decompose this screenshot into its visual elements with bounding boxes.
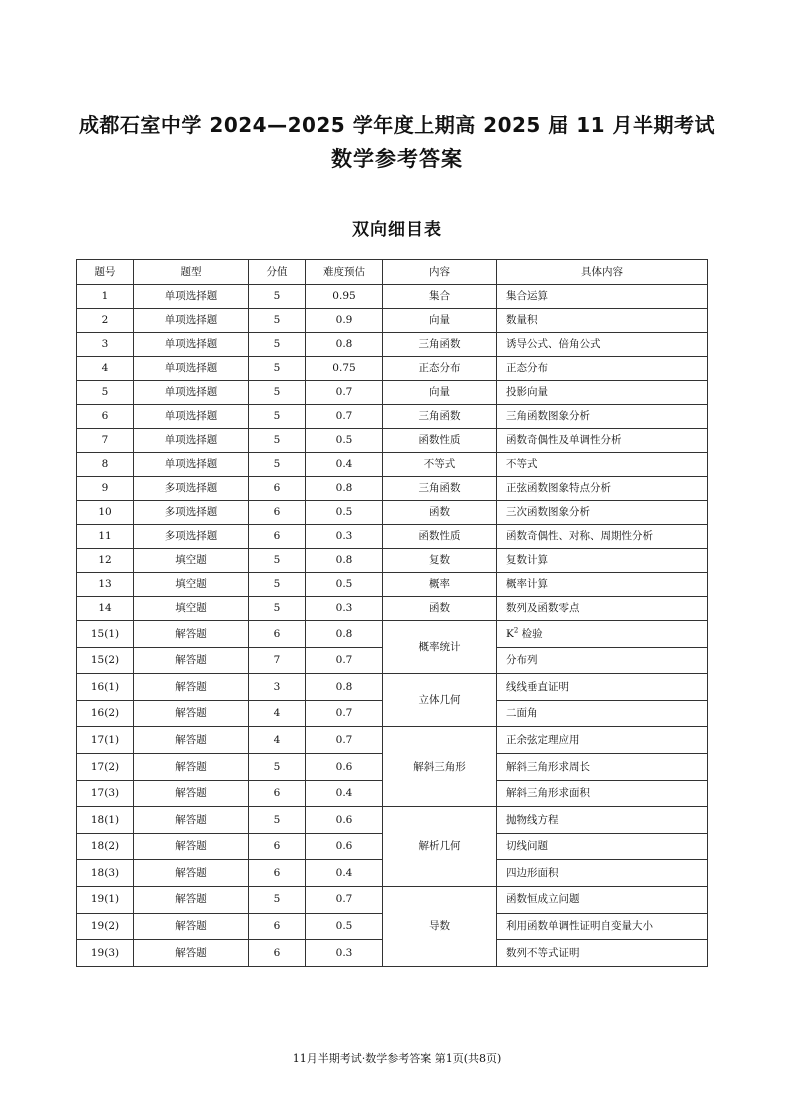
table-row (77, 453, 708, 477)
detail-cell: 投影向量 (497, 381, 708, 405)
table-header-row (77, 260, 708, 285)
topic-cell: 函数 (383, 501, 497, 525)
score-cell: 6 (249, 913, 306, 940)
topic-cell: 向量 (383, 381, 497, 405)
detail-cell: 分布列 (497, 647, 708, 674)
document-subject-title: 数学参考答案 (331, 147, 463, 171)
detail-cell: 不等式 (497, 453, 708, 477)
difficulty-cell: 0.8 (306, 333, 383, 357)
score-cell: 5 (249, 886, 306, 913)
header-detail: 具体内容 (497, 260, 708, 285)
table-row (77, 886, 708, 913)
question-type-cell: 填空题 (134, 549, 249, 573)
score-cell: 6 (249, 477, 306, 501)
question-type-cell: 填空题 (134, 573, 249, 597)
difficulty-cell: 0.5 (306, 501, 383, 525)
score-cell: 5 (249, 309, 306, 333)
question-number-cell: 16(2) (77, 700, 134, 727)
difficulty-cell: 0.9 (306, 309, 383, 333)
difficulty-cell: 0.8 (306, 621, 383, 648)
header-number: 题号 (77, 260, 134, 285)
detail-cell: 切线问题 (497, 833, 708, 860)
detail-cell: 解斜三角形求面积 (497, 780, 708, 807)
section-title: 双向细目表 (352, 220, 442, 240)
detail-cell (497, 621, 708, 648)
difficulty-cell: 0.7 (306, 886, 383, 913)
detail-text: 检验 (518, 627, 543, 640)
table-row (77, 807, 708, 834)
question-number-cell: 18(1) (77, 807, 134, 834)
question-type-cell: 单项选择题 (134, 453, 249, 477)
difficulty-cell: 0.4 (306, 860, 383, 887)
detail-superscript: 2 (513, 626, 519, 635)
question-number-cell: 7 (77, 429, 134, 453)
difficulty-cell: 0.5 (306, 429, 383, 453)
topic-cell: 解斜三角形 (383, 727, 497, 807)
table-row (77, 405, 708, 429)
score-cell: 5 (249, 429, 306, 453)
difficulty-cell: 0.6 (306, 833, 383, 860)
question-type-cell: 多项选择题 (134, 501, 249, 525)
table-row (77, 285, 708, 309)
question-number-cell: 4 (77, 357, 134, 381)
score-cell: 5 (249, 405, 306, 429)
question-number-cell: 18(2) (77, 833, 134, 860)
score-cell: 6 (249, 860, 306, 887)
topic-cell: 复数 (383, 549, 497, 573)
topic-cell: 解析几何 (383, 807, 497, 887)
question-type-cell: 单项选择题 (134, 333, 249, 357)
question-type-cell: 解答题 (134, 807, 249, 834)
detail-cell: 函数奇偶性、对称、周期性分析 (497, 525, 708, 549)
question-number-cell: 10 (77, 501, 134, 525)
question-number-cell: 16(1) (77, 674, 134, 701)
score-cell: 5 (249, 333, 306, 357)
difficulty-cell: 0.3 (306, 525, 383, 549)
question-type-cell: 多项选择题 (134, 525, 249, 549)
detail-cell: 抛物线方程 (497, 807, 708, 834)
document-title: 成都石室中学 2024—2025 学年度上期高 2025 届 11 月半期考试 (78, 113, 716, 137)
difficulty-cell: 0.8 (306, 674, 383, 701)
difficulty-cell: 0.95 (306, 285, 383, 309)
detail-cell: 数量积 (497, 309, 708, 333)
topic-cell: 函数性质 (383, 429, 497, 453)
question-number-cell: 15(2) (77, 647, 134, 674)
table-row (77, 429, 708, 453)
specification-table (76, 259, 708, 967)
detail-cell: 集合运算 (497, 285, 708, 309)
question-type-cell: 解答题 (134, 647, 249, 674)
table-row (77, 727, 708, 754)
table-row (77, 525, 708, 549)
score-cell: 5 (249, 285, 306, 309)
score-cell: 5 (249, 453, 306, 477)
topic-cell: 概率 (383, 573, 497, 597)
question-number-cell: 14 (77, 597, 134, 621)
question-number-cell: 18(3) (77, 860, 134, 887)
header-difficulty: 难度预估 (306, 260, 383, 285)
score-cell: 6 (249, 780, 306, 807)
score-cell: 4 (249, 700, 306, 727)
topic-cell: 立体几何 (383, 674, 497, 727)
table-row (77, 621, 708, 648)
question-type-cell: 解答题 (134, 886, 249, 913)
score-cell: 6 (249, 833, 306, 860)
table-row (77, 674, 708, 701)
detail-cell: 诱导公式、倍角公式 (497, 333, 708, 357)
difficulty-cell: 0.5 (306, 573, 383, 597)
detail-cell: 正弦函数图象特点分析 (497, 477, 708, 501)
score-cell: 5 (249, 573, 306, 597)
difficulty-cell: 0.3 (306, 940, 383, 967)
difficulty-cell: 0.4 (306, 780, 383, 807)
detail-cell: 正余弦定理应用 (497, 727, 708, 754)
table-row (77, 573, 708, 597)
question-number-cell: 19(2) (77, 913, 134, 940)
difficulty-cell: 0.75 (306, 357, 383, 381)
question-type-cell: 单项选择题 (134, 285, 249, 309)
difficulty-cell: 0.7 (306, 700, 383, 727)
question-number-cell: 13 (77, 573, 134, 597)
question-number-cell: 6 (77, 405, 134, 429)
table-row (77, 381, 708, 405)
question-number-cell: 17(1) (77, 727, 134, 754)
question-number-cell: 8 (77, 453, 134, 477)
detail-cell: 三次函数图象分析 (497, 501, 708, 525)
detail-cell: 数列及函数零点 (497, 597, 708, 621)
detail-cell: 函数恒成立问题 (497, 886, 708, 913)
score-cell: 6 (249, 501, 306, 525)
score-cell: 5 (249, 357, 306, 381)
question-type-cell: 单项选择题 (134, 405, 249, 429)
question-number-cell: 17(3) (77, 780, 134, 807)
question-number-cell: 5 (77, 381, 134, 405)
detail-cell: 概率计算 (497, 573, 708, 597)
question-type-cell: 解答题 (134, 674, 249, 701)
question-type-cell: 解答题 (134, 753, 249, 780)
question-type-cell: 解答题 (134, 780, 249, 807)
topic-cell: 函数性质 (383, 525, 497, 549)
table-row (77, 357, 708, 381)
difficulty-cell: 0.8 (306, 477, 383, 501)
question-type-cell: 解答题 (134, 727, 249, 754)
difficulty-cell: 0.4 (306, 453, 383, 477)
score-cell: 5 (249, 597, 306, 621)
question-type-cell: 填空题 (134, 597, 249, 621)
detail-cell: 利用函数单调性证明自变量大小 (497, 913, 708, 940)
score-cell: 4 (249, 727, 306, 754)
detail-cell: 三角函数图象分析 (497, 405, 708, 429)
score-cell: 7 (249, 647, 306, 674)
header-score: 分值 (249, 260, 306, 285)
question-number-cell: 12 (77, 549, 134, 573)
question-type-cell: 解答题 (134, 833, 249, 860)
question-type-cell: 解答题 (134, 700, 249, 727)
topic-cell: 集合 (383, 285, 497, 309)
question-number-cell: 9 (77, 477, 134, 501)
difficulty-cell: 0.6 (306, 807, 383, 834)
question-number-cell: 11 (77, 525, 134, 549)
detail-cell: 二面角 (497, 700, 708, 727)
question-type-cell: 解答题 (134, 940, 249, 967)
difficulty-cell: 0.8 (306, 549, 383, 573)
topic-cell: 三角函数 (383, 405, 497, 429)
difficulty-cell: 0.7 (306, 405, 383, 429)
detail-cell: 四边形面积 (497, 860, 708, 887)
question-type-cell: 多项选择题 (134, 477, 249, 501)
score-cell: 5 (249, 807, 306, 834)
topic-cell: 三角函数 (383, 477, 497, 501)
table-row (77, 597, 708, 621)
question-type-cell: 单项选择题 (134, 381, 249, 405)
difficulty-cell: 0.3 (306, 597, 383, 621)
page-footer: 11月半期考试·数学参考答案 第1页(共8页) (292, 1052, 502, 1065)
table-row (77, 309, 708, 333)
question-number-cell: 2 (77, 309, 134, 333)
header-type: 题型 (134, 260, 249, 285)
topic-cell: 概率统计 (383, 621, 497, 674)
detail-symbol: K (506, 627, 514, 640)
table-row (77, 477, 708, 501)
topic-cell: 不等式 (383, 453, 497, 477)
difficulty-cell: 0.7 (306, 381, 383, 405)
score-cell: 3 (249, 674, 306, 701)
difficulty-cell: 0.7 (306, 647, 383, 674)
question-number-cell: 19(1) (77, 886, 134, 913)
detail-cell: 正态分布 (497, 357, 708, 381)
topic-cell: 导数 (383, 886, 497, 966)
topic-cell: 三角函数 (383, 333, 497, 357)
difficulty-cell: 0.5 (306, 913, 383, 940)
score-cell: 6 (249, 621, 306, 648)
question-number-cell: 15(1) (77, 621, 134, 648)
difficulty-cell: 0.6 (306, 753, 383, 780)
question-number-cell: 3 (77, 333, 134, 357)
question-number-cell: 19(3) (77, 940, 134, 967)
detail-cell: 线线垂直证明 (497, 674, 708, 701)
score-cell: 6 (249, 525, 306, 549)
topic-cell: 正态分布 (383, 357, 497, 381)
detail-cell: 复数计算 (497, 549, 708, 573)
detail-cell: 解斜三角形求周长 (497, 753, 708, 780)
difficulty-cell: 0.7 (306, 727, 383, 754)
table-row (77, 501, 708, 525)
question-type-cell: 单项选择题 (134, 357, 249, 381)
score-cell: 5 (249, 549, 306, 573)
detail-cell: 函数奇偶性及单调性分析 (497, 429, 708, 453)
header-topic: 内容 (383, 260, 497, 285)
table-row (77, 333, 708, 357)
topic-cell: 函数 (383, 597, 497, 621)
score-cell: 6 (249, 940, 306, 967)
detail-cell: 数列不等式证明 (497, 940, 708, 967)
question-number-cell: 1 (77, 285, 134, 309)
table-row (77, 549, 708, 573)
score-cell: 5 (249, 381, 306, 405)
question-type-cell: 解答题 (134, 621, 249, 648)
question-number-cell: 17(2) (77, 753, 134, 780)
question-type-cell: 单项选择题 (134, 309, 249, 333)
question-type-cell: 解答题 (134, 913, 249, 940)
question-type-cell: 单项选择题 (134, 429, 249, 453)
score-cell: 5 (249, 753, 306, 780)
question-type-cell: 解答题 (134, 860, 249, 887)
topic-cell: 向量 (383, 309, 497, 333)
